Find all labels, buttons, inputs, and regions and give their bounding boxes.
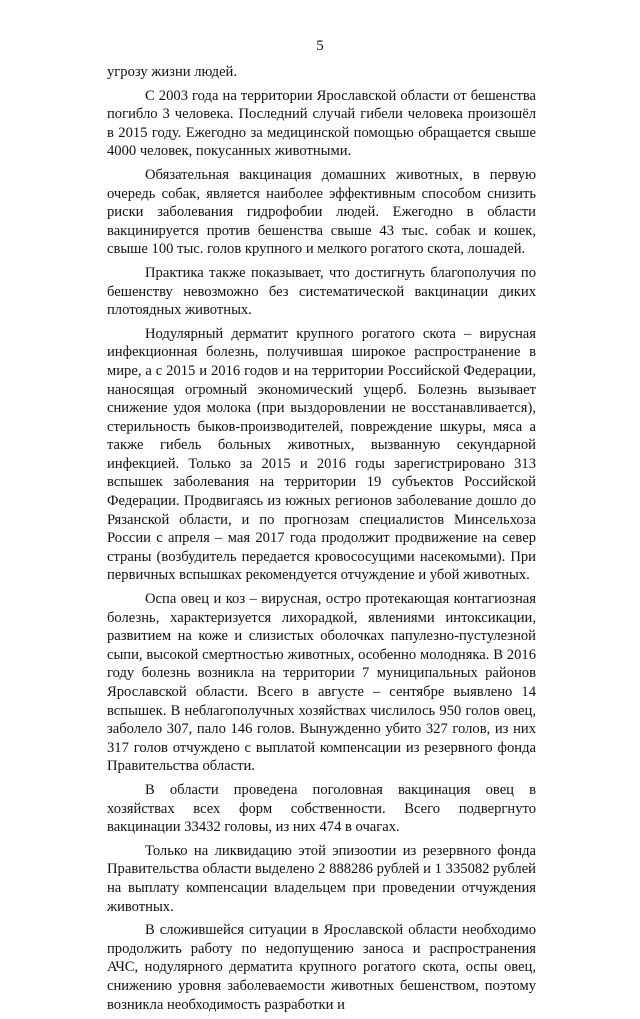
paragraph-4: Практика также показывает, что достигнуть благополучия по бешенству невозможно без систематической вакцинации диких плотоядных животных. — [107, 264, 536, 319]
paragraph-1: угрозу жизни людей. — [107, 64, 238, 80]
paragraph-2: С 2003 года на территории Ярославской области от бешенства погибло 3 человека. Последний случай гибели человека произошёл в 2015 году. Ежегодно за медицинской помощью обращается свыше 4000 человек, покусанных животными. — [107, 87, 536, 160]
document-body — [107, 63, 536, 1019]
paragraph-8: Только на ликвидацию этой эпизоотии из резервного фонда Правительства области выделено 2 888286 рублей и 1 335082 рублей на выплату компенсации владельцем при проведении отчуждения животных. — [107, 842, 536, 915]
paragraph-3: Обязательная вакцинация домашних животных, в первую очередь собак, является наиболее эффективным способом снизить риски заболевания гидрофобии людей. Ежегодно в области вакцинируется против бешенства свыше 43 тыс. собак и кошек, свыше 100 тыс. голов крупного и мелкого рогатого скота, лошадей. — [107, 166, 536, 258]
paragraph-7: В области проведена поголовная вакцинация овец в хозяйствах всех форм собственности. Всего подвергнуто вакцинации 33432 головы, из них 474 в очагах. — [107, 781, 536, 836]
paragraph-5: Нодулярный дерматит крупного рогатого скота – вирусная инфекционная болезнь, получившая широкое распространение в мире, а с 2015 и 2016 годов и на территории Российской Федерации, наносящая огромный экономический ущерб. Болезнь вызывает снижение удоя молока (при выздоровлении не восстанавливается), стерильность быков-производителей, повреждение шкуры, мяса а также гибель больных животных, вызванную секундарной инфекцией. Только за 2015 и 2016 годы зарегистрировано 313 вспышек заболевания на территории 19 субъектов Российской Федерации. Продвигаясь из южных регионов заболевание дошло до Рязанской области, и по прогнозам специалистов Минсельхоза России с апреля – мая 2017 года продолжит продвижение на север страны (возбудитель передается кровососущими насекомыми). При первичных вспышках рекомендуется отчуждение и убой животных. — [107, 325, 536, 584]
page-number: 5 — [316, 38, 324, 54]
paragraph-6: Оспа овец и коз – вирусная, остро протекающая контагиозная болезнь, характеризуется лихорадкой, явлениями интоксикации, развитием на коже и слизистых оболочках папулезно-пустулезной сыпи, высокой смертностью животных, особенно молодняка. В 2016 году болезнь возникла на территории 7 муниципальных районов Ярославской области. Всего в августе – сентябре выявлено 14 вспышек. В неблагополучных хозяйствах числилось 950 голов овец, заболело 307, пало 146 голов. Вынужденно убито 327 голов, из них 317 голов отчуждено с выплатой компенсации из резервного фонда Правительства области. — [107, 591, 536, 775]
paragraph-9: В сложившейся ситуации в Ярославской области необходимо продолжить работу по недопущению заноса и распространения АЧС, нодулярного дерматита крупного рогатого скота, оспы овец, снижению уровня заболеваемости животных бешенством, поэтому возникла необходимость разработки и — [107, 922, 536, 1013]
